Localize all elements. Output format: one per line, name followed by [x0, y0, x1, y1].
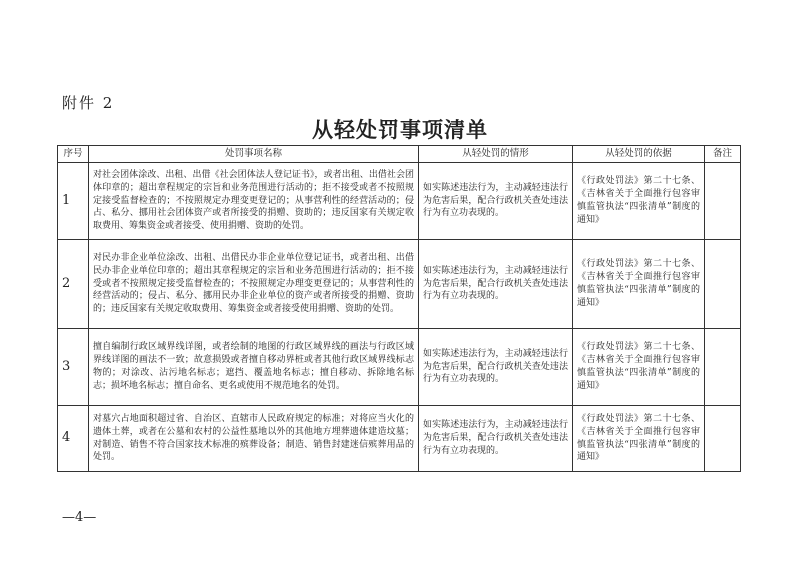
table-row: [58, 406, 741, 472]
page-number: —4—: [62, 510, 97, 525]
penalty-item-name: 对民办非企业单位涂改、出租、出借民办非企业单位登记证书，或者出租、出借民办非企业单位印章的；超出其章程规定的宗旨和业务范围进行活动的；拒不接受或者不按照规定接受监督检查的；不按照规定办理变更登记的；从事营利性的经营活动的；侵占、私分、挪用民办非企业单位的资产或者所接受的捐赠、资助的；违反国家有关规定收取费用、筹集资金或者接受使用捐赠、资助的处罚。: [89, 240, 419, 329]
lenient-basis: 《行政处罚法》第二十七条、《吉林省关于全面推行包容审慎监管执法“四张清单”制度的通知》: [573, 240, 705, 329]
remark-cell: [705, 406, 741, 472]
lenient-situation: 如实陈述违法行为，主动减轻违法行为危害后果，配合行政机关查处违法行为有立功表现的。: [419, 240, 573, 329]
row-number: 4: [58, 406, 89, 472]
remark-cell: [705, 163, 741, 240]
header-name: 处罚事项名称: [89, 146, 419, 163]
attachment-label: 附件 2: [62, 94, 115, 112]
penalty-item-name: 擅自编制行政区域界线详图，或者绘制的地图的行政区域界线的画法与行政区域界线详图的画法不一致；故意损毁或者擅自移动界桩或者其他行政区域界线标志物的；对涂改、沾污地名标志；遮挡、覆盖地名标志；擅自移动、拆除地名标志；损坏地名标志；擅自命名、更名或使用不规范地名的处罚。: [89, 329, 419, 406]
document-title: 从轻处罚事项清单: [312, 117, 488, 142]
table-row: [58, 163, 741, 240]
lenient-basis: 《行政处罚法》第二十七条、《吉林省关于全面推行包容审慎监管执法“四张清单”制度的通知》: [573, 329, 705, 406]
penalty-item-name: 对墓穴占地面积超过省、自治区、直辖市人民政府规定的标准；对将应当火化的遗体土葬，或者在公墓和农村的公益性墓地以外的其他地方埋葬遗体建造坟墓；对制造、销售不符合国家技术标准的殡葬设备；制造、销售封建迷信殡葬用品的处罚。: [89, 406, 419, 472]
row-number: 1: [58, 163, 89, 240]
table-row: [58, 240, 741, 329]
lenient-basis: 《行政处罚法》第二十七条、《吉林省关于全面推行包容审慎监管执法“四张清单”制度的通知》: [573, 163, 705, 240]
header-basis: 从轻处罚的依据: [573, 146, 705, 163]
remark-cell: [705, 329, 741, 406]
row-number: 3: [58, 329, 89, 406]
lenient-basis: 《行政处罚法》第二十七条、《吉林省关于全面推行包容审慎监管执法“四张清单”制度的通知》: [573, 406, 705, 472]
lenient-situation: 如实陈述违法行为，主动减轻违法行为危害后果，配合行政机关查处违法行为有立功表现的。: [419, 406, 573, 472]
lenient-situation: 如实陈述违法行为，主动减轻违法行为危害后果，配合行政机关查处违法行为有立功表现的。: [419, 329, 573, 406]
table-header-row: [58, 146, 741, 163]
penalty-item-name: 对社会团体涂改、出租、出借《社会团体法人登记证书》，或者出租、出借社会团体印章的；超出章程规定的宗旨和业务范围进行活动的；拒不接受或者不按照规定接受监督检查的；不按照规定办理变更登记的；从事营利性的经营活动的；侵占、私分、挪用社会团体资产或者所接受的捐赠、资助的；违反国家有关规定收取费用、筹集资金或者接受、使用捐赠、资助的处罚。: [89, 163, 419, 240]
lenient-situation: 如实陈述违法行为，主动减轻违法行为危害后果，配合行政机关查处违法行为有立功表现的。: [419, 163, 573, 240]
remark-cell: [705, 240, 741, 329]
table-row: [58, 329, 741, 406]
header-remark: 备注: [705, 146, 741, 163]
penalty-list-table: [57, 145, 741, 472]
header-situation: 从轻处罚的情形: [419, 146, 573, 163]
header-no: 序号: [58, 146, 89, 163]
row-number: 2: [58, 240, 89, 329]
